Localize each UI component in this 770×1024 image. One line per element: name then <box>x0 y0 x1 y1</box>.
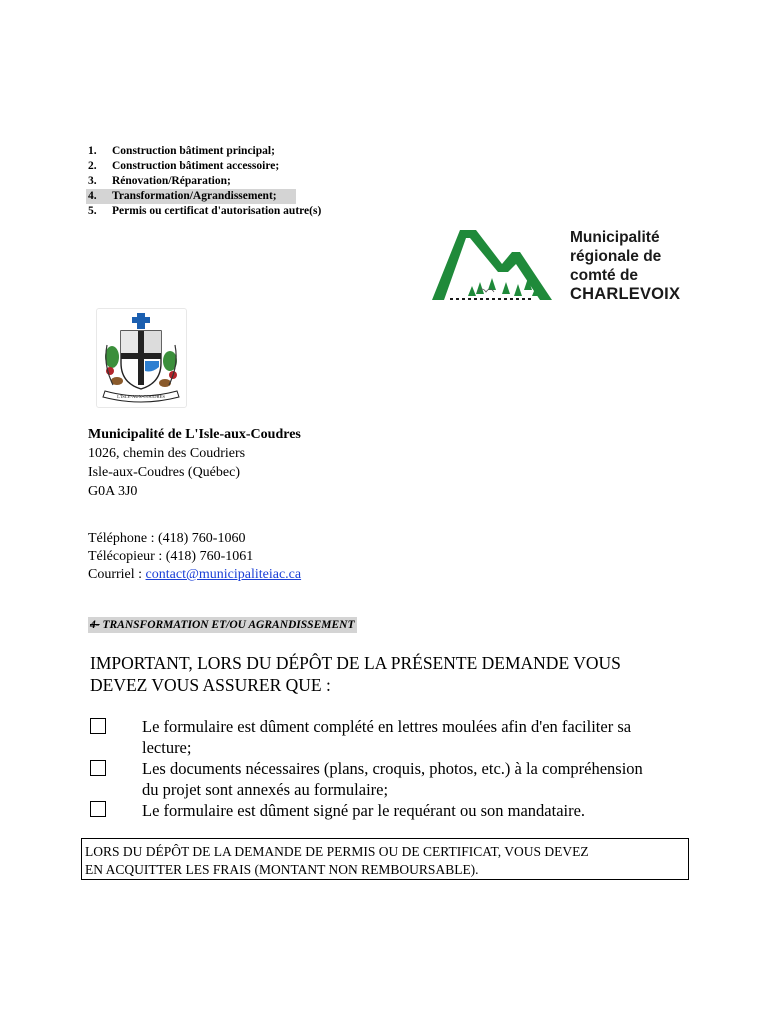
address-city: Isle-aux-Coudres (Québec) <box>88 465 240 480</box>
mrc-name-line: CHARLEVOIX <box>570 285 681 303</box>
checklist-text-line: Le formulaire est dûment signé par le requérant ou son mandataire. <box>142 801 586 820</box>
permit-type-number: 3. <box>88 175 97 187</box>
mrc-charlevoix-name <box>570 228 680 304</box>
important-notice <box>90 652 690 696</box>
permit-type-label: Transformation/Agrandissement; <box>112 190 277 202</box>
permit-type-item <box>88 159 388 174</box>
mrc-name-line: comté de <box>570 267 639 284</box>
checklist-text <box>142 758 702 800</box>
checklist-text <box>142 800 702 821</box>
checklist-text <box>142 716 702 758</box>
mrc-name-line: Municipalité <box>570 229 660 246</box>
address-street: 1026, chemin des Coudriers <box>88 446 246 461</box>
fee-notice-line: EN ACQUITTER LES FRAIS (MONTANT NON REMBOURSABLE). <box>85 862 479 877</box>
municipality-name: Municipalité de L'Isle-aux-Coudres <box>88 427 301 442</box>
permit-type-item-selected <box>88 189 388 204</box>
permit-type-number: 2. <box>88 160 97 172</box>
important-line: IMPORTANT, LORS DU DÉPÔT DE LA PRÉSENTE DEMANDE VOUS <box>90 653 621 673</box>
crest-ribbon-text: L'ISLE-AUX-COUDRES <box>117 394 165 399</box>
phone-number: Téléphone : (418) 760-1060 <box>88 531 246 546</box>
email-line <box>88 566 301 584</box>
checklist-checkbox[interactable] <box>90 801 106 817</box>
isle-aux-coudres-coat-of-arms <box>96 308 187 408</box>
checklist-text-line: lecture; <box>142 738 192 757</box>
checklist-text-line: du projet sont annexés au formulaire; <box>142 780 389 799</box>
permit-type-item <box>88 174 388 189</box>
permit-type-number: 5. <box>88 205 97 217</box>
fee-notice-box <box>81 838 689 880</box>
permit-type-label: Construction bâtiment accessoire; <box>112 160 280 172</box>
checklist-checkbox[interactable] <box>90 760 106 776</box>
fax-number: Télécopieur : (418) 760-1061 <box>88 549 254 564</box>
section-title: TRANSFORMATION ET/OU AGRANDISSEMENT <box>99 619 355 631</box>
municipality-address <box>88 425 301 501</box>
permit-type-item <box>88 144 388 159</box>
permit-type-item <box>88 204 388 219</box>
checklist-text-line: Le formulaire est dûment complété en lettres moulées afin d'en faciliter sa <box>142 717 632 736</box>
permit-type-label: Rénovation/Réparation; <box>112 175 231 187</box>
email-link[interactable]: contact@municipaliteiac.ca <box>145 567 302 582</box>
important-line: DEVEZ VOUS ASSURER QUE : <box>90 675 331 695</box>
permit-type-label: Permis ou certificat d'autorisation autre(s) <box>112 205 322 217</box>
checklist-text-line: Les documents nécessaires (plans, croquis, photos, etc.) à la compréhension <box>142 759 643 778</box>
address-postal-code: G0A 3J0 <box>88 484 138 499</box>
contact-info <box>88 530 301 584</box>
section-header <box>88 617 357 633</box>
email-label: Courriel : <box>88 567 146 582</box>
mrc-name-line: régionale de <box>570 248 662 265</box>
permit-type-number: 4. <box>88 190 97 202</box>
permit-type-list <box>88 144 388 219</box>
permit-type-label: Construction bâtiment principal; <box>112 145 275 157</box>
fee-notice-line: LORS DU DÉPÔT DE LA DEMANDE DE PERMIS OU DE CERTIFICAT, VOUS DEVEZ <box>85 844 589 859</box>
section-number: 4- <box>90 619 100 631</box>
permit-type-number: 1. <box>88 145 97 157</box>
checklist-checkbox[interactable] <box>90 718 106 734</box>
